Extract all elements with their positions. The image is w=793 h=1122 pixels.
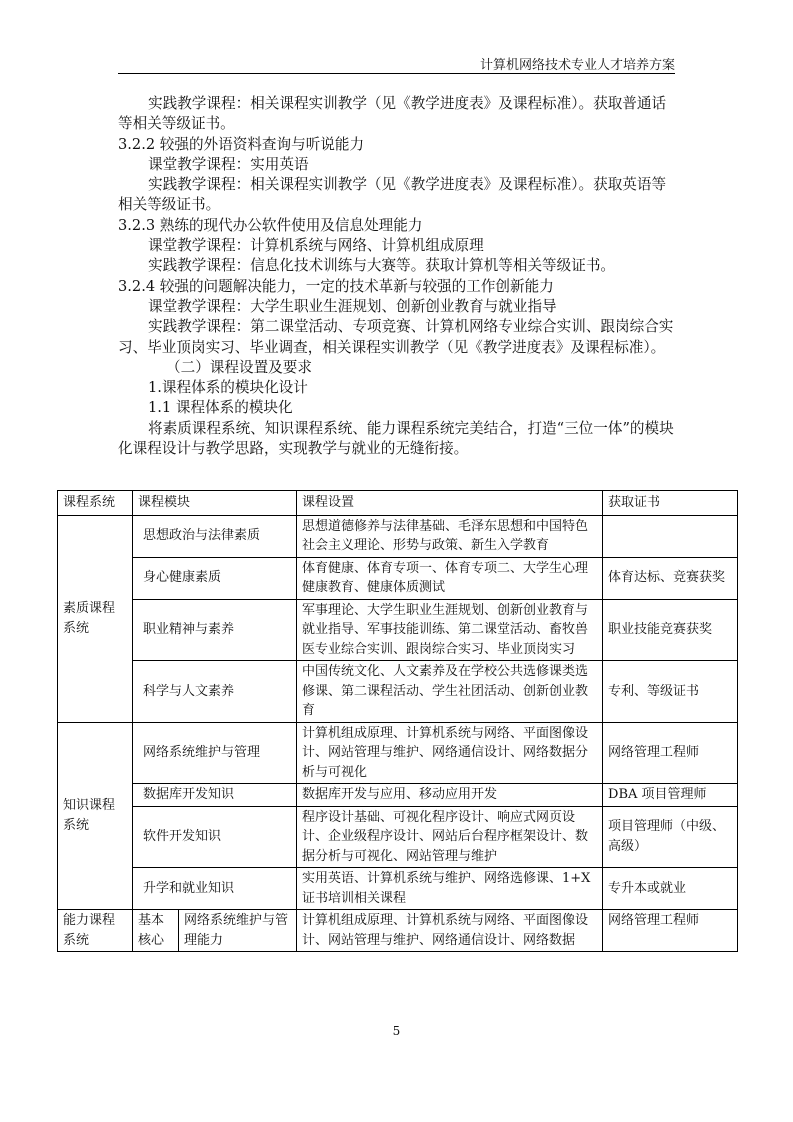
paragraph: 实践教学课程：相关课程实训教学（见《教学进度表》及课程标准）。获取普通话等相关等级证书。 [118,95,667,133]
table-header-cell: 课程系统 [58,491,133,516]
module-cell: 身心健康素质 [133,557,297,599]
table-header-cell: 课程模块 [133,491,297,516]
courses-cell: 数据库开发与应用、移动应用开发 [297,784,603,807]
module-cell: 网络系统维护与管理 [133,722,297,784]
cert-cell [603,515,738,557]
module-cell: 软件开发知识 [133,806,297,868]
module-cell: 数据库开发知识 [133,784,297,807]
table-row [58,515,738,557]
table-row [58,868,738,910]
module-cell: 思想政治与法律素质 [133,515,297,557]
courses-cell: 体育健康、体育专项一、体育专项二、大学生心理健康教育、健康体质测试 [297,557,603,599]
module-cell: 职业精神与素养 [133,599,297,661]
paragraph: 实践教学课程：第二课堂活动、专项竞赛、计算机网络专业综合实训、跟岗综合实习、毕业顶岗实习、毕业调查，相关课程实训教学（见《教学进度表》及课程标准）。 [118,318,674,356]
section-heading: 3.2.2 较强的外语资料查询与听说能力 [118,135,365,153]
paragraph: 实践教学课程：相关课程实训教学（见《教学进度表》及课程标准）。获取英语等相关等级证书。 [118,176,667,214]
courses-cell: 思想道德修养与法律基础、毛泽东思想和中国特色社会主义理论、形势与政策、新生入学教育 [297,515,603,557]
paragraph: 课堂教学课程：实用英语 [148,155,309,173]
system-cell: 素质课程系统 [58,515,133,722]
table-row [58,722,738,784]
section-heading: 3.2.4 较强的问题解决能力，一定的技术革新与较强的工作创新能力 [118,277,554,295]
table-row [58,661,738,723]
table-row [58,910,738,952]
courses-cell: 实用英语、计算机系统与维护、网络选修课、1+X证书培训相关课程 [297,868,603,910]
page-header-title: 计算机网络技术专业人才培养方案 [479,58,675,73]
cert-cell: 专升本或就业 [603,868,738,910]
submodule-cell: 基本核心 [133,910,179,952]
section-heading: （二）课程设置及要求 [166,358,312,376]
cert-cell: 体育达标、竞赛获奖 [603,557,738,599]
courses-cell: 中国传统文化、人文素养及在学校公共选修课类选修课、第二课程活动、学生社团活动、创新创业教育 [297,661,603,723]
body-text [118,94,675,459]
courses-cell: 计算机组成原理、计算机系统与网络、平面图像设计、网站管理与维护、网络通信设计、网络数据分析与可视化 [297,722,603,784]
system-cell: 知识课程系统 [58,722,133,910]
courses-cell: 军事理论、大学生职业生涯规划、创新创业教育与就业指导、军事技能训练、第二课堂活动、畜牧兽医专业综合实训、跟岗综合实习、毕业顶岗实习 [297,599,603,661]
cert-cell: 职业技能竞赛获奖 [603,599,738,661]
cert-cell: 专利、等级证书 [603,661,738,723]
table-header-row [58,491,738,516]
module-cell: 升学和就业知识 [133,868,297,910]
cert-cell: 项目管理师（中级、高级） [603,806,738,868]
paragraph: 实践教学课程：信息化技术训练与大赛等。获取计算机等相关等级证书。 [148,257,616,275]
module-cell: 科学与人文素养 [133,661,297,723]
subsection-heading: 1.课程体系的模块化设计 [148,379,308,397]
paragraph: 课堂教学课程：计算机系统与网络、计算机组成原理 [148,237,484,255]
paragraph: 课堂教学课程：大学生职业生涯规划、创新创业教育与就业指导 [148,297,557,315]
subsection-heading: 1.1 课程体系的模块化 [148,399,293,417]
table-row [58,557,738,599]
cert-cell: 网络管理工程师 [603,722,738,784]
section-heading: 3.2.3 熟练的现代办公软件使用及信息处理能力 [118,216,423,234]
paragraph: 将素质课程系统、知识课程系统、能力课程系统完美结合，打造“三位一体”的模块化课程设计与教学思路，实现教学与就业的无缝衔接。 [118,419,674,458]
cert-cell: DBA 项目管理师 [603,784,738,807]
table-header-cell: 获取证书 [603,491,738,516]
course-system-table [57,490,738,952]
table-row [58,806,738,868]
table-row [58,784,738,807]
page-number: 5 [392,1024,401,1038]
module-cell: 网络系统维护与管理能力 [179,910,297,952]
system-cell: 能力课程系统 [58,910,133,952]
courses-cell: 程序设计基础、可视化程序设计、响应式网页设计、企业级程序设计、网站后台程序框架设计、数据分析与可视化、网站管理与维护 [297,806,603,868]
header-divider [118,73,675,74]
table-header-cell: 课程设置 [297,491,603,516]
courses-cell: 计算机组成原理、计算机系统与网络、平面图像设计、网站管理与维护、网络通信设计、网络数据 [297,910,603,952]
table-row [58,599,738,661]
cert-cell: 网络管理工程师 [603,910,738,952]
